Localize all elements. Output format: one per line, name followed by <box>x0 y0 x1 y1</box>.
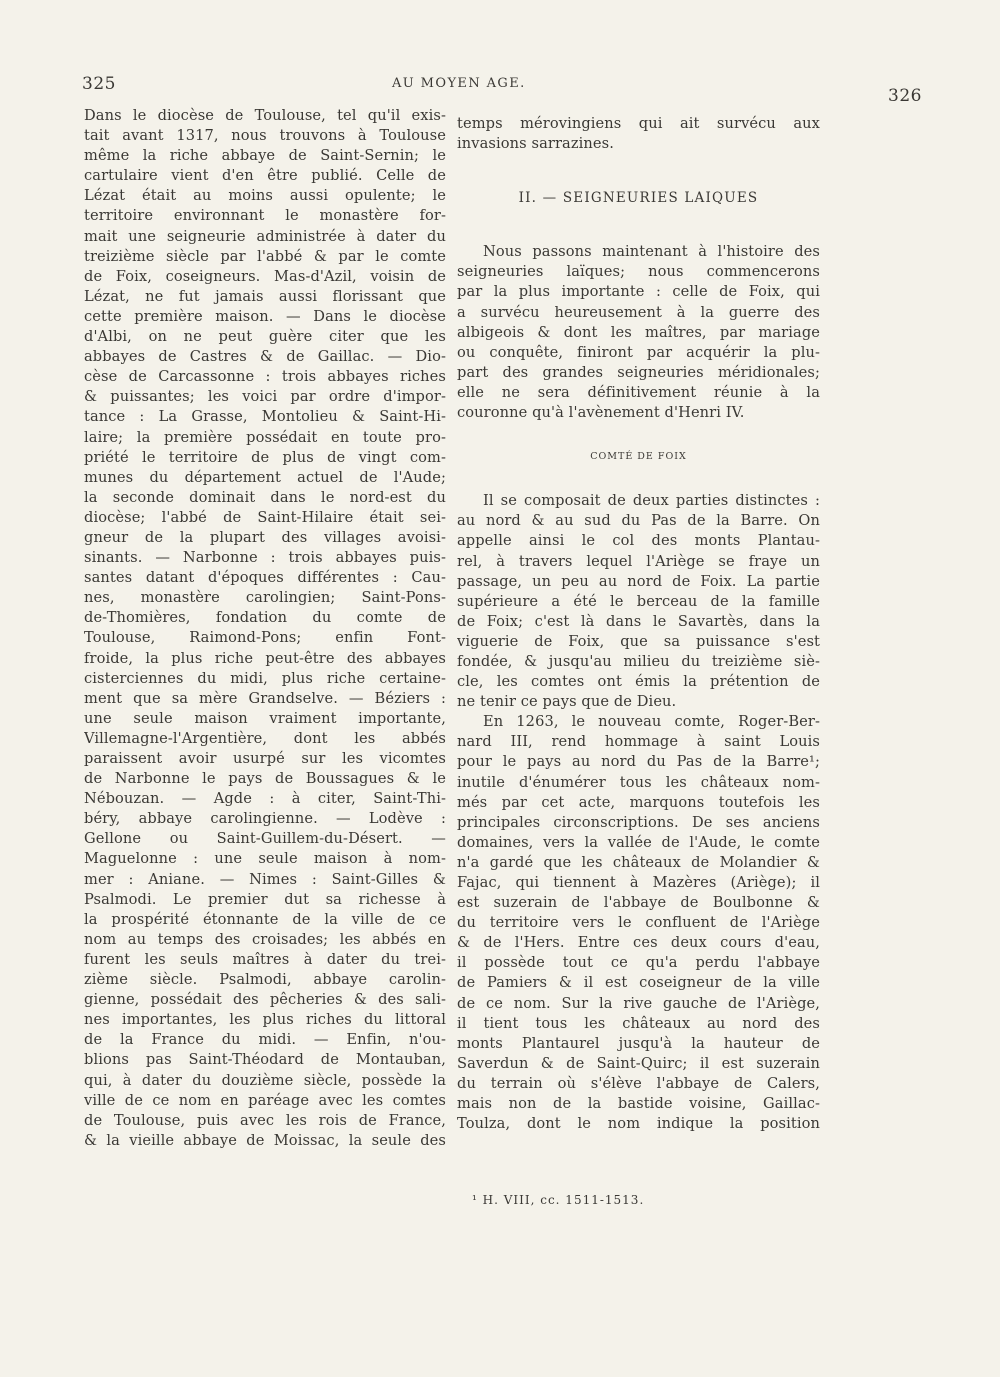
text-line: une seule maison vraiment importante, <box>84 709 446 727</box>
text-line: furent les seuls maîtres à dater du trei- <box>84 950 446 968</box>
text-line: Nébouzan. — Agde : à citer, Saint-Thi- <box>84 790 446 808</box>
text-line: de Foix, coseigneurs. Mas-d'Azil, voisin de <box>84 267 446 285</box>
text-line: monts Plantaurel jusqu'à la hauteur de <box>457 1034 820 1052</box>
text-line: part des grandes seigneuries méridionales; <box>457 363 820 381</box>
text-line: ne tenir ce pays que de Dieu. <box>457 693 677 711</box>
text-line: elle ne sera définitivement réunie à la <box>457 383 820 401</box>
text-line: sinants. — Narbonne : trois abbayes puis- <box>84 549 446 567</box>
text-line: de Foix; c'est là dans le Savartès, dans la <box>457 612 820 630</box>
text-line: supérieure a été le berceau de la famille <box>457 592 820 610</box>
text-line: blions pas Saint-Théodard de Montauban, <box>84 1051 446 1069</box>
text-line: seigneuries laïques; nous commencerons <box>457 263 820 281</box>
text-line: ou conquête, finiront par acquérir la plu- <box>457 343 820 361</box>
paragraph-1 <box>457 491 820 712</box>
text-line: nes importantes, les plus riches du littoral <box>84 1011 446 1029</box>
text-line: nes, monastère carolingien; Saint-Pons- <box>84 589 446 607</box>
section-paragraph <box>457 242 820 423</box>
text-line: Villemagne-l'Argentière, dont les abbés <box>84 729 446 747</box>
text-line: territoire environnant le monastère for- <box>84 207 446 225</box>
text-line: laire; la première possédait en toute pro- <box>84 428 446 446</box>
text-line: de-Thomières, fondation du comte de <box>84 609 446 627</box>
subsection-heading: COMTÉ DE FOIX <box>590 451 687 463</box>
text-line: abbayes de Castres & de Gaillac. — Dio- <box>84 348 446 366</box>
text-line: albigeois & dont les maîtres, par mariage <box>457 323 820 341</box>
text-line: principales circonscriptions. De ses anciens <box>457 813 820 831</box>
section-heading: II. — SEIGNEURIES LAIQUES <box>518 190 759 207</box>
text-line: n'a gardé que les châteaux de Molandier & <box>457 853 820 871</box>
text-line: du territoire vers le confluent de l'Ariège <box>457 914 820 932</box>
text-line: paraissent avoir usurpé sur les vicomtes <box>84 750 446 767</box>
text-line: mait une seigneurie administrée à dater du <box>84 227 446 245</box>
text-line: Saverdun & de Saint-Quirc; il est suzerain <box>457 1054 820 1072</box>
text-line: En 1263, le nouveau comte, Roger-Ber- <box>483 713 820 731</box>
text-line: fondée, & jusqu'au milieu du treizième siè- <box>457 652 820 670</box>
text-line: béry, abbaye carolingienne. — Lodève : <box>84 810 446 828</box>
text-line: de Pamiers & il est coseigneur de la ville <box>457 974 820 992</box>
text-line: passage, un peu au nord de Foix. La partie <box>457 572 820 590</box>
text-line: de Toulouse, puis avec les rois de France, <box>84 1111 446 1129</box>
text-line: du terrain où s'élève l'abbaye de Calers, <box>457 1074 820 1092</box>
text-line: est suzerain de l'abbaye de Boulbonne & <box>457 894 820 912</box>
text-line: couronne qu'à l'avènement d'Henri IV. <box>457 404 745 422</box>
text-line: priété le territoire de plus de vingt com- <box>84 448 446 466</box>
text-line: Maguelonne : une seule maison à nom- <box>84 850 446 868</box>
text-line: mer : Aniane. — Nimes : Saint-Gilles & <box>84 870 446 888</box>
right-column <box>457 114 820 1134</box>
text-line: cisterciennes du midi, plus riche certaine- <box>84 669 446 687</box>
text-line: treizième siècle par l'abbé & par le comte <box>84 247 446 265</box>
text-line: pour le pays au nord du Pas de la Barre¹; <box>457 753 820 771</box>
text-line: munes du département actuel de l'Aude; <box>84 468 446 486</box>
text-line: nard III, rend hommage à saint Louis <box>457 733 820 751</box>
paragraph-2 <box>457 712 820 1134</box>
text-line: au nord & au sud du Pas de la Barre. On <box>457 512 820 530</box>
text-line: gienne, possédait des pêcheries & des sali- <box>84 991 446 1009</box>
text-line: & de l'Hers. Entre ces deux cours d'eau, <box>457 934 820 952</box>
text-line: nom au temps des croisades; les abbés en <box>84 930 446 948</box>
text-line: de ce nom. Sur la rive gauche de l'Ariège, <box>457 994 820 1012</box>
running-head: AU MOYEN AGE. <box>392 76 526 91</box>
text-line: Toulza, dont le nom indique la position <box>457 1115 820 1133</box>
text-line: a survécu heureusement à la guerre des <box>457 303 820 321</box>
text-line: diocèse; l'abbé de Saint-Hilaire était sei- <box>84 508 446 526</box>
text-line: més par cet acte, marquons toutefois les <box>457 793 820 811</box>
footnote: ¹ H. VIII, cc. 1511-1513. <box>472 1193 645 1207</box>
text-line: cette première maison. — Dans le diocèse <box>84 307 446 325</box>
text-line: & puissantes; les voici par ordre d'impor- <box>84 388 446 406</box>
text-line: la seconde dominait dans le nord-est du <box>84 488 446 506</box>
text-line: gneur de la plupart des villages avoisi- <box>84 528 446 546</box>
text-line: même la riche abbaye de Saint-Sernin; le <box>84 147 446 165</box>
text-line: Psalmodi. Le premier dut sa richesse à <box>84 890 446 908</box>
text-line: ment que sa mère Grandselve. — Béziers : <box>84 689 446 707</box>
page-number-left: 325 <box>82 74 116 94</box>
text-line: Nous passons maintenant à l'histoire des <box>483 243 820 261</box>
text-line: de Narbonne le pays de Boussagues & le <box>84 770 446 788</box>
page-number-right: 326 <box>888 86 922 106</box>
page-header <box>82 70 922 106</box>
text-line: Fajac, qui tiennent à Mazères (Ariège); il <box>457 874 820 891</box>
text-line: par la plus importante : celle de Foix, qui <box>457 283 820 301</box>
left-column <box>84 106 446 1151</box>
text-line: qui, à dater du douzième siècle, possède la <box>84 1071 446 1089</box>
text-line: il possède tout ce qu'a perdu l'abbaye <box>457 954 820 972</box>
text-line: appelle ainsi le col des monts Plantau- <box>457 532 820 550</box>
text-line: rel, à travers lequel l'Ariège se fraye un <box>457 552 820 570</box>
text-line: Il se composait de deux parties distinctes : <box>483 492 820 510</box>
intro-paragraph <box>457 114 820 154</box>
text-line: Lézat, ne fut jamais aussi florissant que <box>84 287 446 305</box>
text-line: de la France du midi. — Enfin, n'ou- <box>84 1031 446 1049</box>
text-line: froide, la plus riche peut-être des abbayes <box>84 649 446 667</box>
text-line: la prospérité étonnante de la ville de ce <box>84 910 446 928</box>
text-line: cle, les comtes ont émis la prétention de <box>457 673 820 691</box>
text-line: cartulaire vient d'en être publié. Celle de <box>84 167 446 185</box>
text-line: temps mérovingiens qui ait survécu aux <box>457 115 820 132</box>
text-line: zième siècle. Psalmodi, abbaye carolin- <box>84 971 446 989</box>
text-line: invasions sarrazines. <box>457 135 614 153</box>
text-line: inutile d'énumérer tous les châteaux nom- <box>457 773 820 791</box>
text-line: il tient tous les châteaux au nord des <box>457 1014 820 1032</box>
text-line: mais non de la bastide voisine, Gaillac- <box>457 1095 820 1113</box>
text-line: Dans le diocèse de Toulouse, tel qu'il exis- <box>84 107 446 124</box>
text-line: Lézat était au moins aussi opulente; le <box>84 187 446 205</box>
text-line: cèse de Carcassonne : trois abbayes riches <box>84 368 446 386</box>
text-line: Gellone ou Saint-Guillem-du-Désert. — <box>84 830 446 848</box>
text-line: ville de ce nom en paréage avec les comtes <box>84 1091 446 1109</box>
text-line: Toulouse, Raimond-Pons; enfin Font- <box>84 629 446 647</box>
text-line: tait avant 1317, nous trouvons à Toulouse <box>84 127 446 145</box>
text-line: santes datant d'époques différentes : Cau- <box>84 569 446 587</box>
text-line: viguerie de Foix, que sa puissance s'est <box>457 632 820 650</box>
text-line: tance : La Grasse, Montolieu & Saint-Hi- <box>84 408 446 426</box>
text-line: & la vieille abbaye de Moissac, la seule des <box>84 1131 446 1149</box>
text-line: domaines, vers la vallée de l'Aude, le comte <box>457 833 820 851</box>
text-line: d'Albi, on ne peut guère citer que les <box>84 328 446 346</box>
